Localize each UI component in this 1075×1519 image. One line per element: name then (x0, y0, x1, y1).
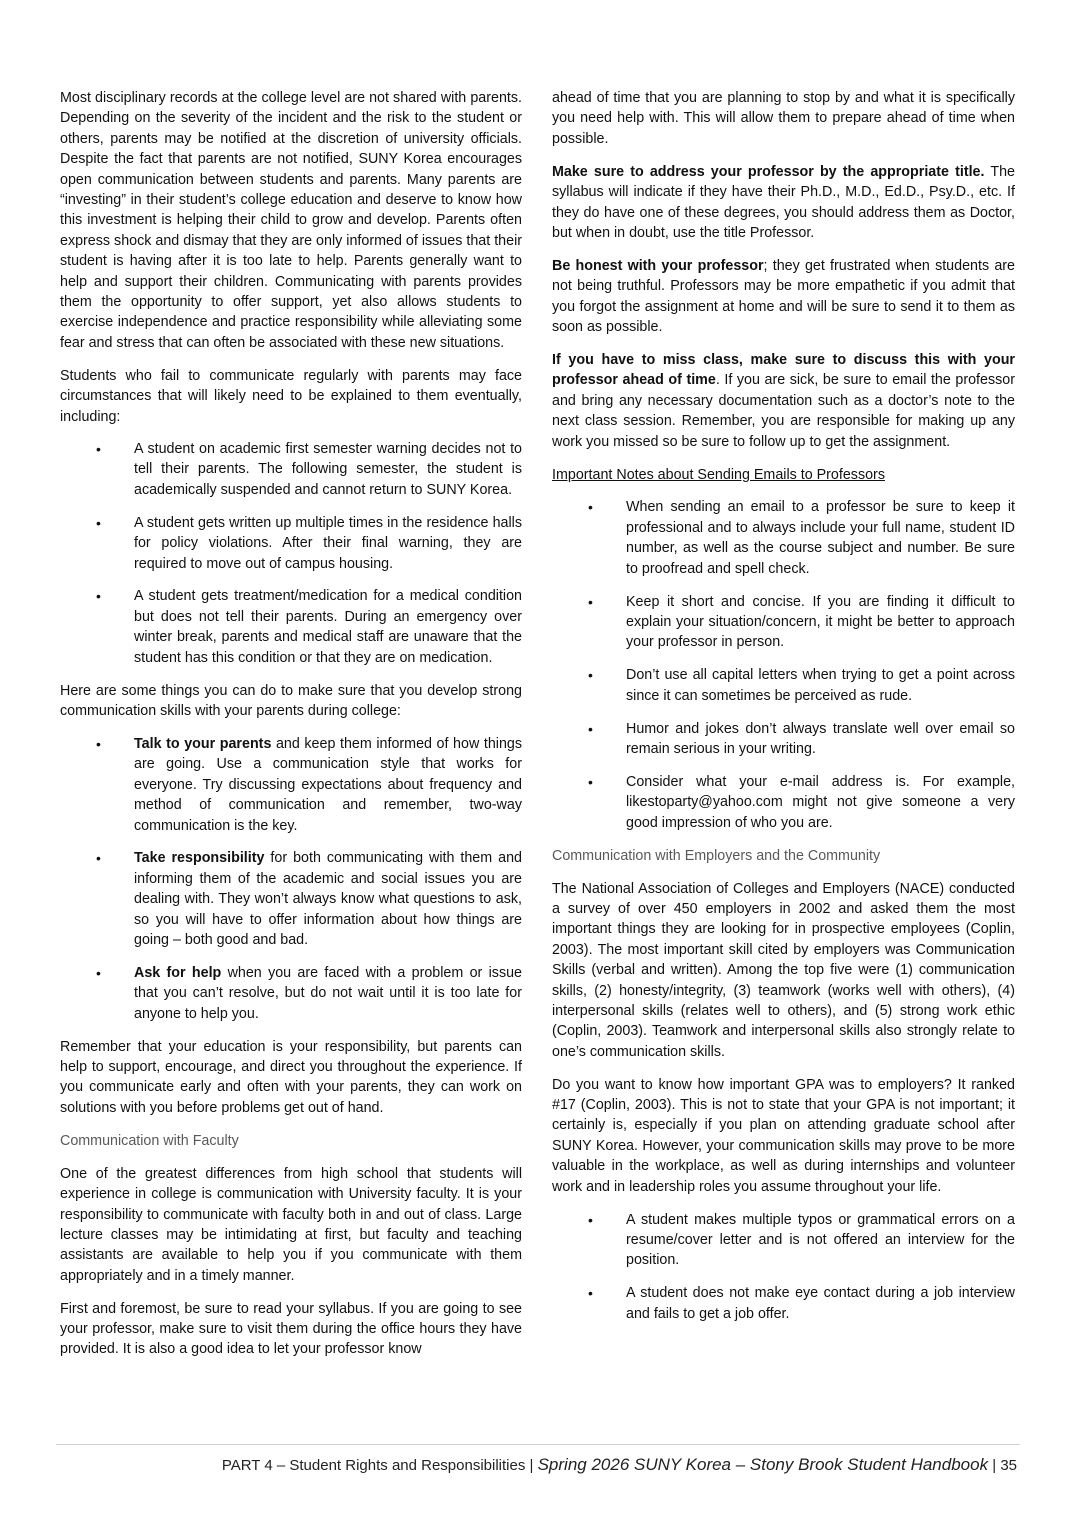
paragraph-read-syllabus: First and foremost, be sure to read your syllabus. If you are going to see your professor, make sure to visit them during the office hours they have provided. It is also a good idea to let your professor know (60, 1300, 522, 1358)
paragraph-ahead-of-time: ahead of time that you are planning to stop by and what it is specifically you need help with. This will allow them to prepare ahead of time when possible. (552, 90, 1015, 147)
right-column (552, 88, 1015, 1337)
footer-handbook-title: Spring 2026 SUNY Korea – Stony Brook Student Handbook (537, 1455, 989, 1474)
section-heading-faculty: Communication with Faculty (60, 1132, 239, 1149)
bullet-icon: • (588, 720, 593, 737)
email-tips-list (552, 497, 1015, 833)
bullet-icon: • (96, 735, 101, 752)
paragraph-greatest-differences: One of the greatest differences from high school that students will experience in college is communication with University faculty. It is your responsibility to communicate with faculty both in and out of class. Large lecture classes may be intimidating at first, but faculty and teaching assistants are available to help you if you communicate with them appropriately and in a timely manner. (60, 1165, 522, 1284)
paragraph-address-title: Make sure to address your professor by the appropriate title. The syllabus will indicate if they have their Ph.D., M.D., Ed.D., Psy.D., etc. If they do have one of these degrees, you should address them as Doctor, but when in doubt, use the title Professor. (552, 163, 1015, 241)
bullet-icon: • (588, 667, 593, 684)
bullet-icon: • (588, 499, 593, 516)
list-item: • Ask for help when you are faced with a problem or issue that you can’t resolve, but do not wait until it is too late for anyone to help you. (96, 964, 522, 1022)
list-item: • A student makes multiple typos or grammatical errors on a resume/cover letter and is not offered an interview for the position. (588, 1211, 1015, 1269)
job-examples-list (552, 1210, 1015, 1325)
bullet-icon: • (96, 514, 101, 531)
footer-divider (56, 1444, 1020, 1445)
left-column (60, 88, 522, 1372)
footer-part-label: PART 4 – Student Rights and Responsibilities (221, 1457, 526, 1474)
paragraph-be-honest: Be honest with your professor; they get frustrated when students are not being truthful. Professors may be more empathetic if you admit that you forgot the assignment at home and will be sure to send it to them as soon as possible. (552, 257, 1015, 336)
paragraph-remember-education: Remember that your education is your responsibility, but parents can help to support, encourage, and direct you throughout the experience. If you communicate early and often with your parents, they can work on solutions with you before problems get out of hand. (60, 1038, 522, 1116)
bullet-icon: • (588, 1211, 593, 1228)
bullet-icon: • (96, 588, 101, 605)
bullet-icon: • (588, 593, 593, 610)
paragraph-nace-survey: The National Association of Colleges and Employers (NACE) conducted a survey of over 450 employers in 2002 and asked them the most important things they are looking for in prospective employees (Coplin, 2003). The most important skill cited by employers was Communication Skills (verbal and written). Among the top five were (1) communication skills, (2) honesty/integrity, (3) teamwork (works well with others), (4) interpersonal skills (relates well to others), and (5) strong work ethic (Coplin, 2003). Teamwork and interpersonal skills also strongly relate to one’s communication skills. (552, 880, 1015, 1060)
list-item: • A student gets treatment/medication for a medical condition but does not tell their parents. During an emergency over winter break, parents and medical staff are unaware that the student has this condition or that they are on medication. (96, 588, 522, 666)
list-item: • When sending an email to a professor be sure to keep it professional and to always include your full name, student ID number, as well as the course subject and number. Be sure to proofread and spell check. (588, 499, 1015, 577)
list-item: • Keep it short and concise. If you are finding it difficult to explain your situation/concern, it might be better to approach your professor in person. (588, 593, 1015, 651)
paragraph-disciplinary-records: Most disciplinary records at the college level are not shared with parents. Depending on the severity of the incident and the risk to the student or others, parents may be notified at the discretion of university officials. Despite the fact that parents are not notified, SUNY Korea encourages open communication between students and parents. Many parents are “investing” in their student’s college education and deserve to know how this investment is helping their child to grow and develop. Parents often express shock and dismay that they are only informed of issues that their student is having after it is too late to help. Parents generally want to help and support their children. Communicating with parents provides them the opportunity to offer support, yet also allows students to exercise independence and practice responsibility while alleviating some fear and stress that can often be associated with these new situations. (60, 90, 522, 351)
paragraph-develop-skills: Here are some things you can do to make sure that you develop strong communication skills with your parents during college: (60, 682, 522, 719)
bullet-icon: • (588, 1285, 593, 1302)
paragraph-fail-to-communicate: Students who fail to communicate regularly with parents may face circumstances that will likely need to be explained to them eventually, including: (60, 367, 522, 425)
paragraph-gpa-importance: Do you want to know how important GPA was to employers? It ranked #17 (Coplin, 2003). This is not to state that your GPA is not important; it certainly is, especially if you plan on attending graduate school after SUNY Korea. However, your communication skills may prove to be more valuable in the workplace, as well as during internships and volunteer work and in leadership roles you assume throughout your life. (552, 1076, 1015, 1195)
page-footer: PART 4 – Student Rights and Responsibilities | Spring 2026 SUNY Korea – Stony Brook Student Handbook | 35 (221, 1455, 1017, 1474)
page-number: 35 (1000, 1457, 1017, 1474)
list-item: • Humor and jokes don’t always translate well over email so remain serious in your writing. (588, 720, 1015, 757)
section-heading-employers: Communication with Employers and the Community (552, 847, 881, 864)
list-item: • Talk to your parents and keep them informed of how things are going. Use a communication style that works for everyone. Try discussing expectations about frequency and method of communication and remember, two-way communication is the key. (96, 735, 522, 834)
list-item: • A student does not make eye contact during a job interview and fails to get a job offer. (588, 1285, 1015, 1322)
list-item: • A student gets written up multiple times in the residence halls for policy violations. After their final warning, they are required to move out of campus housing. (96, 514, 522, 572)
parent-tips-list (60, 734, 522, 1024)
section-heading-email-notes: Important Notes about Sending Emails to Professors (552, 466, 885, 483)
list-item: • A student on academic first semester warning decides not to tell their parents. The following semester, the student is academically suspended and cannot return to SUNY Korea. (96, 441, 522, 498)
parent-examples-list (60, 439, 522, 668)
bullet-icon: • (588, 773, 593, 790)
bullet-icon: • (96, 850, 101, 867)
bullet-icon: • (96, 441, 101, 457)
bullet-icon: • (96, 964, 101, 981)
paragraph-miss-class: If you have to miss class, make sure to discuss this with your professor ahead of time. If you are sick, be sure to email the professor and bring any necessary documentation such as a doctor’s note to the next class session. Remember, you are responsible for making up any work you missed so be sure to follow up to get the assignment. (552, 351, 1015, 450)
list-item: • Don’t use all capital letters when trying to get a point across since it can sometimes be perceived as rude. (588, 667, 1015, 704)
list-item: • Take responsibility for both communicating with them and informing them of the academic and social issues you are dealing with. They won’t always know what questions to ask, so you will have to offer information about how things are going – both good and bad. (96, 850, 522, 949)
list-item: • Consider what your e-mail address is. For example, likestoparty@yahoo.com might not give someone a very good impression of who you are. (588, 773, 1015, 831)
